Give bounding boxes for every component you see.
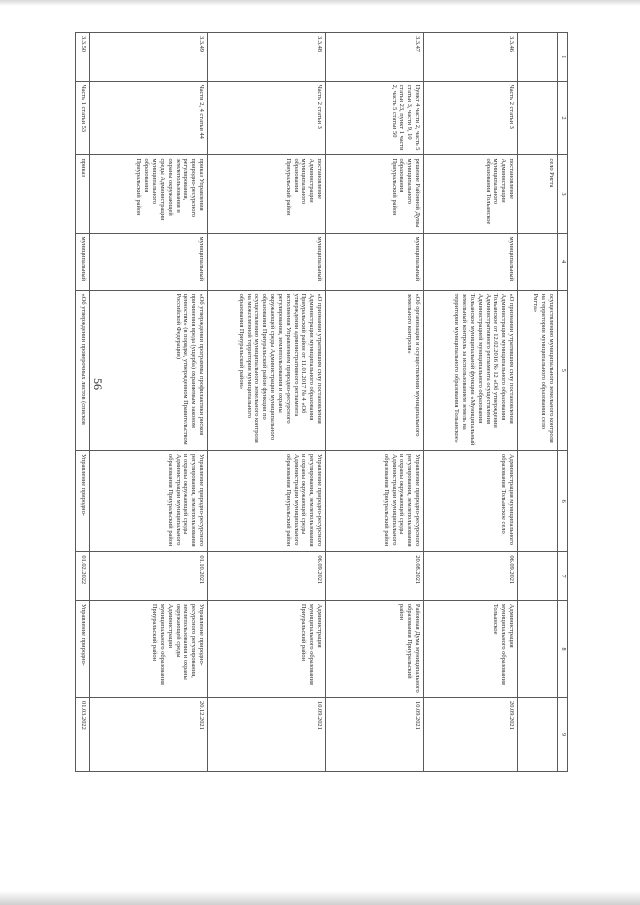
adopting-authority — [518, 600, 558, 697]
level: муниципальный — [90, 233, 208, 290]
header-col-6: 6 — [558, 451, 568, 552]
row-number — [518, 33, 558, 82]
draft-date: 06.09.2021 — [424, 552, 518, 601]
act-content: «О признании утратившим силу постановления Администрации муниципального образования Тольанское от 12.02.2016 № 12 «Об утверждении Административного регламента осуществления Администрацией муниципального образования Тольанское муниципальной функции «Муниципальный земельный контроль за использованием земель на территории муниципального образования Тольанское» — [424, 290, 518, 450]
document-type: решение Районной Думы муниципального образования Приуральский район — [326, 155, 424, 233]
level — [518, 233, 558, 290]
article-reference: Части 2, 4 статьи 44 — [90, 81, 208, 155]
adopting-authority: Администрация муниципального образования Приуральский район — [208, 600, 326, 697]
header-col-8: 8 — [558, 600, 568, 697]
table-row — [90, 33, 208, 772]
act-content: «Об утверждении программы профилактики рисков причинения вреда (ущерба) охраняемым законом ценностям» (в порядке, утвержденном Правительством Российской Федерации) — [90, 290, 208, 450]
page-number: 56 — [91, 378, 105, 390]
scan-top-shadow — [0, 0, 640, 6]
adoption-date: 01.03.2022 — [76, 698, 90, 772]
document-type: постановление Администрации муниципального образования Тольанское — [424, 155, 518, 233]
act-content: «Об организации и осуществлении муниципального земельного контроля» — [326, 290, 424, 450]
document-type: приказ — [76, 155, 90, 233]
article-reference: Пункт 4 части 2, часть 5 статьи 3, части 9, 10 статьи 23, пункт 1 части 2, часть 5 статьи 50 — [326, 81, 424, 155]
adopting-authority: Администрация муниципального образования Тольанское — [424, 600, 518, 697]
draft-date — [518, 552, 558, 601]
row-number: 3.3.49 — [90, 33, 208, 82]
header-col-5: 5 — [558, 290, 568, 450]
article-reference: Часть 2 статьи 3 — [424, 81, 518, 155]
table-row — [208, 33, 326, 772]
header-col-1: 1 — [558, 33, 568, 82]
header-col-7: 7 — [558, 552, 568, 601]
level: муниципальный — [76, 233, 90, 290]
adoption-date — [518, 698, 558, 772]
draft-date: 06.09.2021 — [208, 552, 326, 601]
draft-date: 01.02.2022 — [76, 552, 90, 601]
table-row — [76, 33, 90, 772]
document-type: село Ригта — [518, 155, 558, 233]
article-reference: Часть 1 статьи 53 — [76, 81, 90, 155]
adopting-authority: Управление природно-ресурсного регулирования, землепользования и охраны окружающей среды Администрации муниципального образования Приуральский район — [90, 600, 208, 697]
legal-acts-table — [75, 32, 568, 772]
responsible-executor — [518, 451, 558, 552]
act-content: осуществлению муниципального земельного контроля на территории муниципального образования село Ригта» — [518, 290, 558, 450]
table-row — [518, 33, 558, 772]
header-col-9: 9 — [558, 698, 568, 772]
scan-bottom-shadow — [0, 891, 640, 905]
adopting-authority: Районная Дума муниципального образования Приуральский район — [326, 600, 424, 697]
level: муниципальный — [326, 233, 424, 290]
table-row — [424, 33, 518, 772]
responsible-executor: Управление природно- — [76, 451, 90, 552]
level: муниципальный — [424, 233, 518, 290]
adoption-date: 20.09.2021 — [424, 698, 518, 772]
row-number: 3.3.50 — [76, 33, 90, 82]
table-row — [326, 33, 424, 772]
adopting-authority: Управление природно- — [76, 600, 90, 697]
header-col-2: 2 — [558, 81, 568, 155]
rotated-page — [80, 32, 568, 772]
level: муниципальный — [208, 233, 326, 290]
row-number: 3.3.48 — [208, 33, 326, 82]
document-type: постановление Администрации муниципального образования Приуральский район — [208, 155, 326, 233]
table-header-row — [558, 33, 568, 772]
responsible-executor: Управление природно-ресурсного регулирования, землепользования и охраны окружающей среды Администрации муниципального образования Приуральский район — [326, 451, 424, 552]
responsible-executor: Управление природно-ресурсного регулирования, землепользования и охраны окружающей среды Администрации муниципального образования Приуральский район — [90, 451, 208, 552]
header-col-3: 3 — [558, 155, 568, 233]
act-content: «Об утверждении проверочных листов (списков — [76, 290, 90, 450]
document-type: приказ Управления природно-ресурсного регулирования, землепользования и охраны окружающей среды Администрации муниципального образования Приуральский район — [90, 155, 208, 233]
responsible-executor: Администрация муниципального образования Тольанское село — [424, 451, 518, 552]
article-reference — [518, 81, 558, 155]
adoption-date: 10.09.2021 — [208, 698, 326, 772]
header-col-4: 4 — [558, 233, 568, 290]
adoption-date: 10.09.2021 — [326, 698, 424, 772]
draft-date: 01.10.2021 — [90, 552, 208, 601]
adoption-date: 20.12.2021 — [90, 698, 208, 772]
rotated-content — [80, 32, 568, 772]
draft-date: 20.08.2021 — [326, 552, 424, 601]
article-reference: Часть 2 статьи 3 — [208, 81, 326, 155]
act-content: «О признании утратившим силу постановления Администрации муниципального образования Приуральский район от 11.01.2017 № 4 «Об утверждении административного регламента исполнения Управлением природно-ресурсного регулирования, землепользования и охраны окружающей среды Администрации муниципального образования Приуральский район функции по осуществлению муниципального земельного контроля на межселенной территории муниципального образования Приуральский район» — [208, 290, 326, 450]
row-number: 3.3.46 — [424, 33, 518, 82]
row-number: 3.3.47 — [326, 33, 424, 82]
responsible-executor: Управление природно-ресурсного регулирования, землепользования и охраны окружающей среды Администрации муниципального образования Приуральский район — [208, 451, 326, 552]
